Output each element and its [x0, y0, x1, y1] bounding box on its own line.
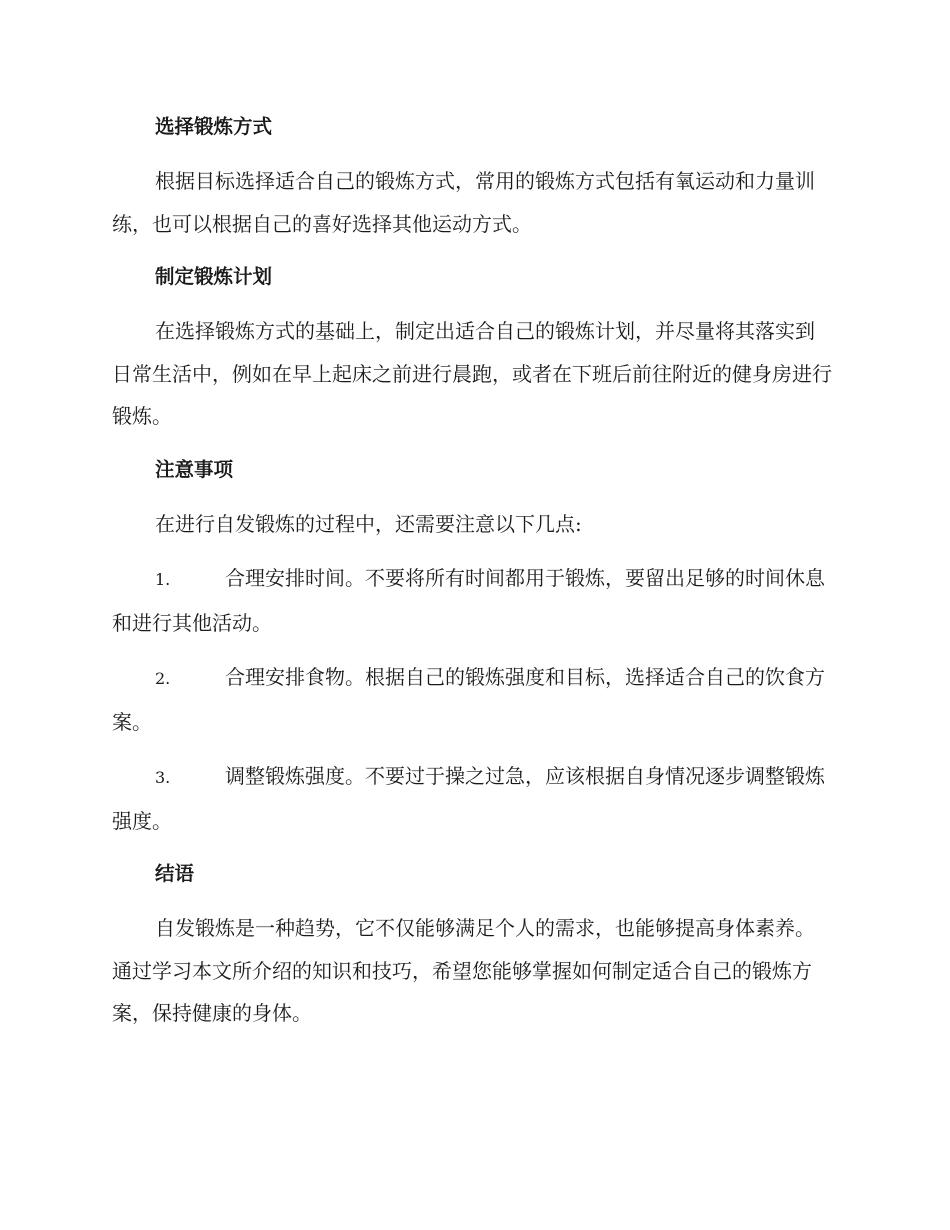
list-item-number: 1. [155, 570, 171, 589]
section-heading-notes: 注意事项 [155, 457, 234, 481]
list-item [112, 656, 834, 743]
list-item [112, 557, 834, 644]
section-paragraph: 在选择锻炼方式的基础上，制定出适合自己的锻炼计划，并尽量将其落实到日常生活中，例如在早上起床之前进行晨跑，或者在下班后前往附近的健身房进行锻炼。 [112, 319, 832, 428]
document-page [112, 107, 834, 1047]
list-item-text: 合理安排食物。根据自己的锻炼强度和目标，选择适合自己的饮食方案。 [112, 665, 825, 734]
section-heading-conclusion: 结语 [155, 862, 195, 885]
section-paragraph: 自发锻炼是一种趋势，它不仅能够满足个人的需求，也能够提高身体素养。通过学习本文所介绍的知识和技巧，希望您能够掌握如何制定适合自己的锻炼方案，保持健康的身体。 [112, 916, 815, 1025]
section-heading-make-plan: 制定锻炼计划 [155, 265, 273, 288]
section-heading-choose-method: 选择锻炼方式 [155, 115, 273, 138]
list-item-number: 3. [155, 768, 171, 787]
list-item-text: 调整锻炼强度。不要过于操之过急，应该根据自身情况逐步调整锻炼强度。 [112, 764, 825, 833]
section-intro: 在进行自发锻炼的过程中，还需要注意以下几点: [155, 511, 582, 536]
list-item [112, 755, 834, 842]
list-item-text: 合理安排时间。不要将所有时间都用于锻炼，要留出足够的时间休息和进行其他活动。 [112, 566, 825, 635]
section-paragraph: 根据目标选择适合自己的锻炼方式，常用的锻炼方式包括有氧运动和力量训练，也可以根据自己的喜好选择其他运动方式。 [112, 169, 815, 236]
list-item-number: 2. [155, 669, 171, 688]
